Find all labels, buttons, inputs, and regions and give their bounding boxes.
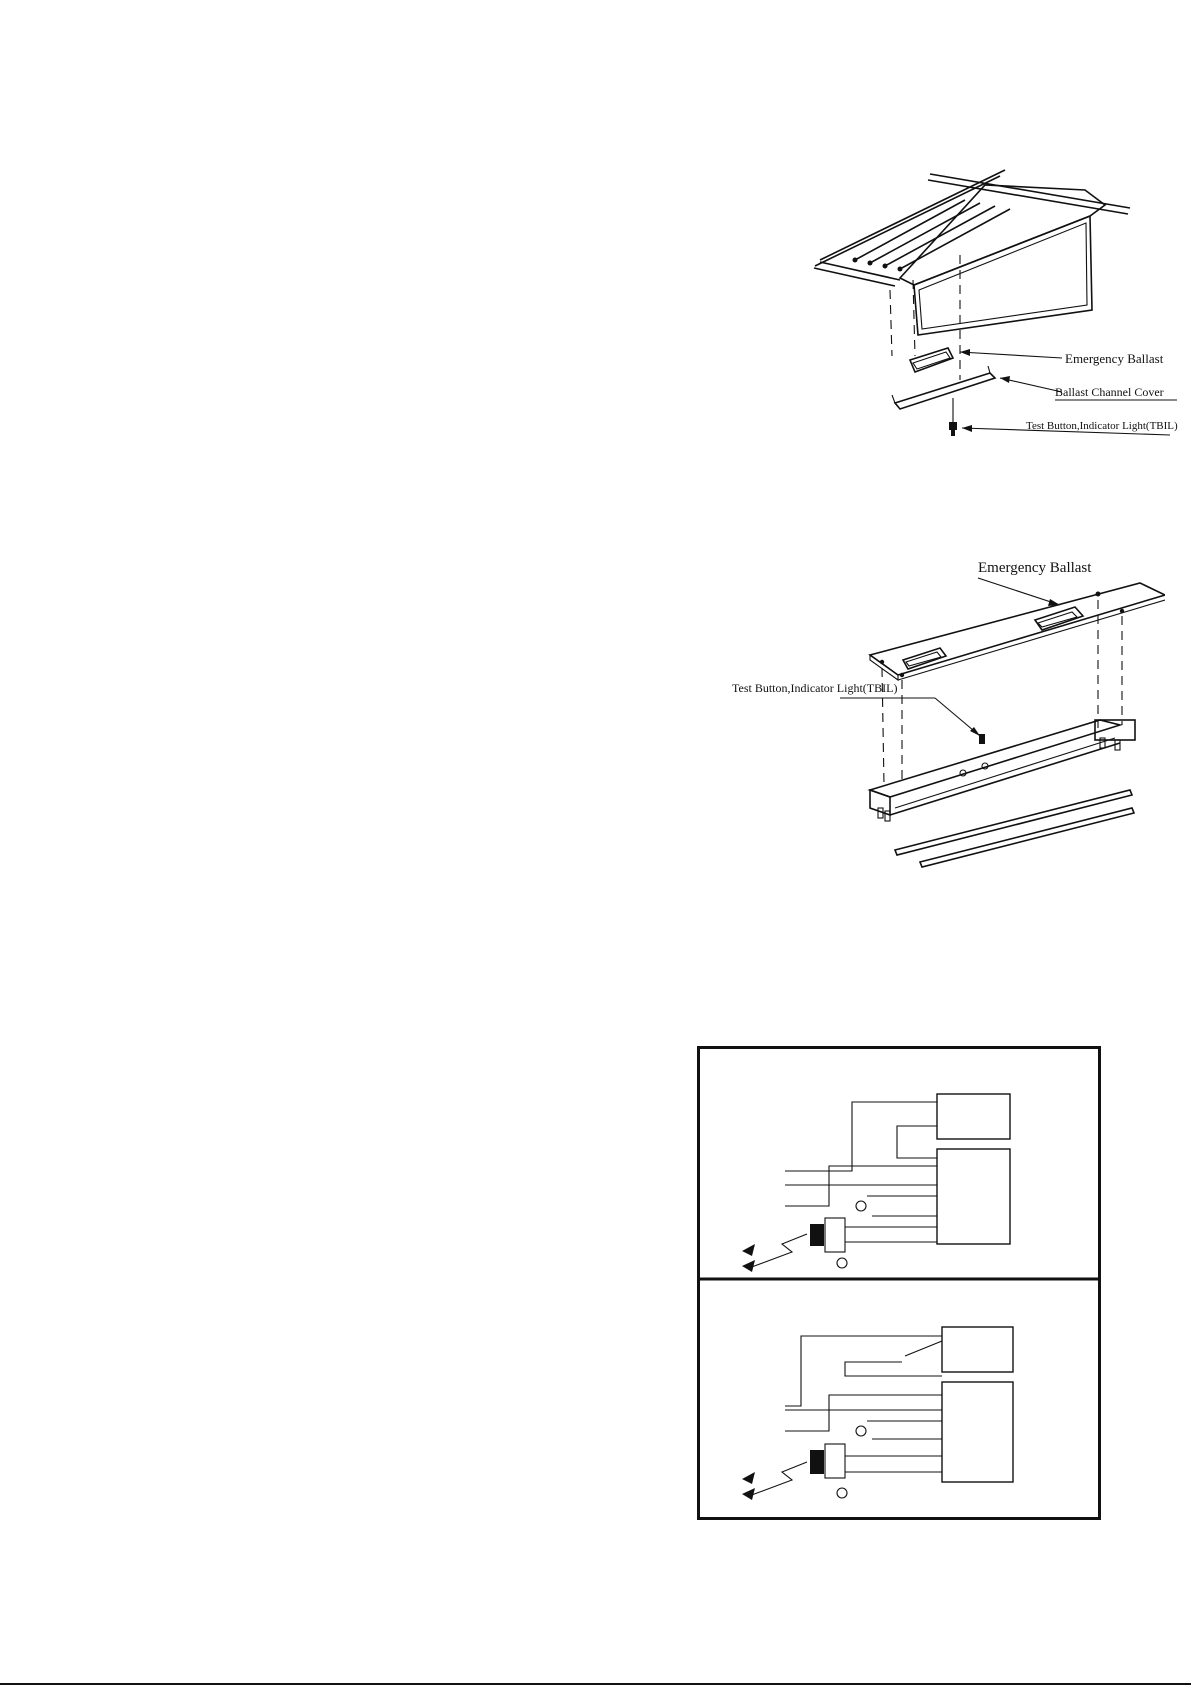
ac-ballast-box [942, 1327, 1013, 1372]
ceiling-rail [815, 176, 1000, 266]
wiring-diagrams [697, 1046, 1101, 1520]
mounting-hole [900, 673, 904, 677]
arrowhead [742, 1244, 755, 1256]
tbil-part [949, 422, 957, 430]
figure-strip-install [720, 550, 1165, 885]
lamp-tube [885, 206, 995, 266]
label-ballast-channel-cover: Ballast Channel Cover [1055, 385, 1164, 399]
wire-nut [856, 1201, 866, 1211]
label-emergency-ballast: Emergency Ballast [1065, 351, 1164, 366]
leader-line [960, 352, 1062, 358]
tbil-part [825, 1444, 845, 1478]
lamp-end [853, 258, 858, 263]
wire [785, 1395, 942, 1431]
ballast-channel-cover-part [892, 395, 895, 403]
lamp-end [868, 261, 873, 266]
lamp-end [883, 264, 888, 269]
ac-ballast-box [937, 1094, 1010, 1139]
mounting-hole [1120, 609, 1124, 613]
arrowhead [1000, 376, 1010, 383]
switch-wire [905, 1341, 942, 1356]
arrowhead [960, 349, 970, 356]
tbil-part [951, 430, 955, 436]
ceiling-rail [814, 268, 895, 286]
emergency-ballast-box [942, 1382, 1013, 1482]
mounting-hole [1096, 592, 1101, 597]
leader-line [978, 578, 1060, 605]
label-emergency-ballast: Emergency Ballast [978, 560, 1092, 576]
lens-frame-inner [919, 223, 1087, 329]
wire [845, 1362, 942, 1376]
wire [785, 1166, 937, 1206]
wiring-diagram-upper [742, 1094, 1010, 1272]
wire-nut [837, 1488, 847, 1498]
label-test-button: Test Button,Indicator Light(TBIL) [1026, 420, 1178, 432]
label-test-button: Test Button,Indicator Light(TBIL) [732, 681, 898, 695]
strip-drawing [720, 550, 1165, 885]
tbil-part [810, 1224, 824, 1246]
wire-nut [837, 1258, 847, 1268]
emergency-ballast-box [937, 1149, 1010, 1244]
lamp-tube [855, 200, 965, 260]
arrowhead [742, 1488, 755, 1500]
channel-body [890, 743, 1120, 815]
wiring-diagram-frame [697, 1046, 1101, 1520]
wiring-diagram-lower [742, 1327, 1013, 1500]
outer-frame [699, 1048, 1100, 1519]
arrowhead [742, 1472, 755, 1484]
troffer-drawing [800, 160, 1180, 450]
figure-troffer-install [800, 160, 1180, 450]
troffer-housing-top [900, 185, 1105, 285]
arrowhead [962, 425, 972, 432]
wire [785, 1102, 937, 1171]
tbil-part [979, 734, 985, 744]
lamp-end [898, 267, 903, 272]
arrowhead [742, 1260, 755, 1272]
mounting-hole [880, 660, 884, 664]
tbil-part [825, 1218, 845, 1252]
wire [897, 1126, 937, 1158]
mounting-plate [870, 583, 1165, 675]
channel-body [870, 720, 1120, 797]
indicator-light-symbol [749, 1462, 807, 1496]
ballast-channel-cover-part [988, 366, 990, 373]
guide-line [890, 290, 892, 356]
wire-nut [856, 1426, 866, 1436]
ballast-channel-cover-part [895, 373, 995, 409]
indicator-light-symbol [749, 1234, 807, 1268]
tbil-part [810, 1450, 824, 1474]
